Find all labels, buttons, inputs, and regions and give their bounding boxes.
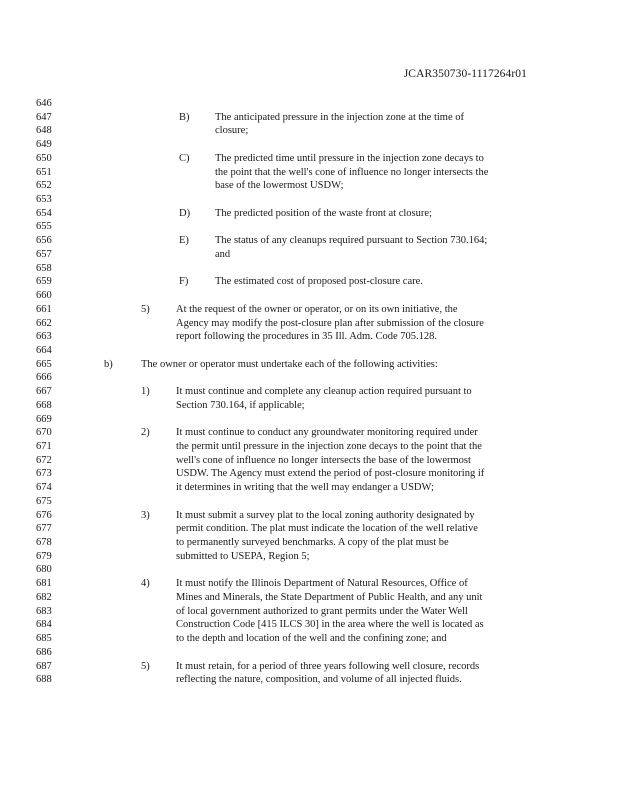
text-line: to permanently surveyed benchmarks. A copy of the plat must be (176, 537, 449, 549)
line-number: 667 (36, 386, 52, 398)
line-number: 650 (36, 152, 52, 164)
text-line: submitted to USEPA, Region 5; (176, 550, 310, 562)
list-marker: 2) (141, 427, 150, 439)
text-line: It must retain, for a period of three years following well closure, records (176, 660, 480, 672)
list-marker: 5) (141, 660, 150, 672)
line-number: 679 (36, 550, 52, 562)
line-number: 668 (36, 399, 52, 411)
list-marker: C) (179, 152, 190, 164)
line-number: 657 (36, 248, 52, 260)
line-number: 669 (36, 413, 52, 425)
list-marker: B) (179, 111, 190, 123)
line-number: 663 (36, 331, 52, 343)
text-line: The owner or operator must undertake each of the following activities: (141, 358, 438, 370)
list-marker: 1) (141, 386, 150, 398)
line-number: 675 (36, 495, 52, 507)
line-number: 654 (36, 207, 52, 219)
text-line: the point that the well's cone of influence no longer intersects the (215, 166, 489, 178)
text-line: Section 730.164, if applicable; (176, 399, 305, 411)
list-marker: 5) (141, 303, 150, 315)
list-marker: b) (104, 358, 113, 370)
line-number: 646 (36, 98, 52, 109)
text-line: closure; (215, 125, 249, 137)
line-number: 660 (36, 290, 52, 302)
text-line: It must continue to conduct any groundwater monitoring required under (176, 427, 478, 439)
text-line: the permit until pressure in the injection zone decays to the point that the (176, 441, 482, 452)
text-line: Mines and Minerals, the State Department of Public Health, and any unit (176, 591, 483, 603)
text-line: USDW. The Agency must extend the period of post-closure monitoring if (176, 468, 485, 480)
line-number: 682 (36, 591, 52, 603)
line-number: 648 (36, 125, 52, 137)
line-number: 652 (36, 180, 52, 192)
line-number: 685 (36, 633, 52, 645)
line-number: 658 (36, 262, 52, 274)
line-number: 673 (36, 468, 52, 480)
line-number: 655 (36, 221, 52, 233)
list-marker: D) (179, 207, 191, 219)
line-number: 687 (36, 660, 52, 672)
line-number: 665 (36, 358, 52, 370)
line-number: 653 (36, 194, 52, 206)
document-id: JCAR350730-1117264r01 (403, 68, 527, 80)
text-line: The estimated cost of proposed post-closure care. (215, 276, 423, 288)
line-number: 677 (36, 523, 52, 535)
text-line: It must submit a survey plat to the local zoning authority designated by (176, 509, 475, 521)
line-number: 662 (36, 317, 52, 329)
line-number: 651 (36, 166, 52, 178)
text-line: report following the procedures in 35 Ill. Adm. Code 705.128. (176, 331, 437, 343)
line-number: 647 (36, 111, 52, 123)
line-number: 671 (36, 441, 52, 452)
line-number: 678 (36, 537, 52, 549)
line-number: 683 (36, 605, 52, 617)
text-line: permit condition. The plat must indicate the location of the well relative (176, 523, 478, 535)
line-number: 659 (36, 276, 52, 288)
line-number: 684 (36, 619, 52, 631)
text-line: Agency may modify the post-closure plan after submission of the closure (176, 317, 484, 329)
list-marker: 3) (141, 509, 150, 521)
text-line: Construction Code [415 ILCS 30] in the area where the well is located as (176, 619, 484, 631)
line-number: 672 (36, 454, 52, 466)
text-line: reflecting the nature, composition, and volume of all injected fluids. (176, 674, 462, 686)
text-line: base of the lowermost USDW; (215, 180, 344, 192)
text-line: it determines in writing that the well may endanger a USDW; (176, 482, 434, 494)
text-line: It must notify the Illinois Department of Natural Resources, Office of (176, 578, 468, 590)
text-line: It must continue and complete any cleanup action required pursuant to (176, 386, 472, 398)
line-number: 676 (36, 509, 52, 521)
line-number: 674 (36, 482, 52, 494)
line-number: 688 (36, 674, 52, 686)
line-number: 680 (36, 564, 52, 576)
text-line: The predicted position of the waste front at closure; (215, 207, 432, 219)
list-marker: E) (179, 235, 189, 247)
line-number: 666 (36, 372, 52, 384)
text-line: of local government authorized to grant permits under the Water Well (176, 605, 468, 617)
text-line: and (215, 248, 231, 260)
line-number: 649 (36, 139, 52, 151)
text-line: The status of any cleanups required pursuant to Section 730.164; (215, 235, 488, 247)
text-line: well's cone of influence no longer intersects the base of the lowermost (176, 454, 471, 466)
line-number: 670 (36, 427, 52, 439)
text-line: The anticipated pressure in the injection zone at the time of (215, 111, 464, 123)
list-marker: 4) (141, 578, 150, 590)
line-number: 681 (36, 578, 52, 590)
list-marker: F) (179, 276, 189, 288)
text-line: At the request of the owner or operator, or on its own initiative, the (176, 303, 458, 315)
text-line: The predicted time until pressure in the injection zone decays to (215, 152, 484, 164)
line-number: 664 (36, 344, 52, 356)
text-line: to the depth and location of the well and the confining zone; and (176, 633, 447, 645)
line-number: 656 (36, 235, 52, 247)
line-number: 661 (36, 303, 52, 315)
line-number: 686 (36, 646, 52, 658)
